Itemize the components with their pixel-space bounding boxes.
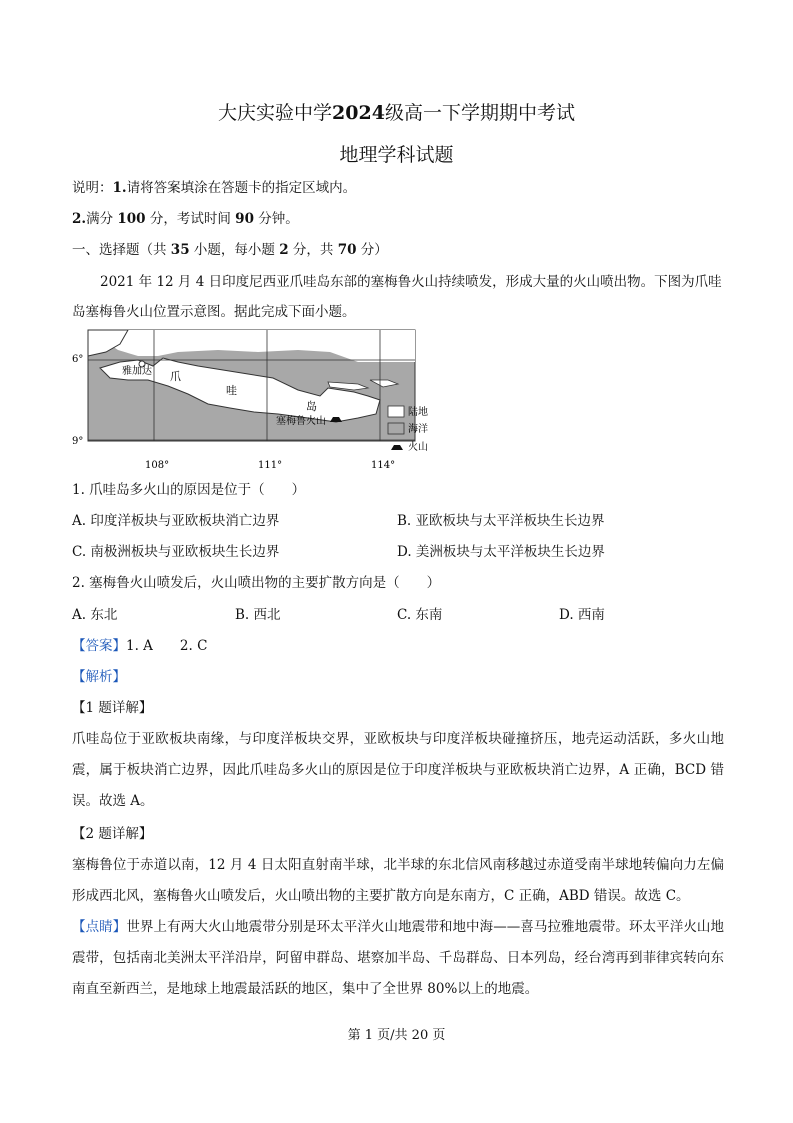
- lat-label-bottom: 9°: [72, 436, 84, 447]
- note-2: 2.满分 100 分，考试时间 90 分钟。: [72, 211, 299, 227]
- island-label-1: 爪: [170, 370, 181, 383]
- answer-label: 【答案】: [72, 638, 126, 654]
- city-label: 雅加达: [122, 366, 152, 377]
- q1-stem: 1. 爪哇岛多火山的原因是位于（ ）: [72, 482, 306, 498]
- answer-value: 1. A 2. C: [126, 638, 208, 654]
- q1-option-a: A. 印度洋板块与亚欧板块消亡边界: [72, 513, 280, 529]
- q1-option-c: C. 南极洲板块与亚欧板块生长边界: [72, 544, 280, 560]
- q2-option-d: D. 西南: [559, 607, 605, 623]
- lon-label-1: 108°: [145, 460, 170, 471]
- q2-stem: 2. 塞梅鲁火山喷发后，火山喷出物的主要扩散方向是（ ）: [72, 575, 441, 591]
- analysis-label: 【解析】: [72, 669, 126, 685]
- note-1: 说明：1.请将答案填涂在答题卡的指定区域内。: [72, 180, 357, 196]
- detail1-label: 【1 题详解】: [72, 700, 153, 716]
- legend-land-label: 陆地: [408, 407, 428, 418]
- tip-text: 世界上有两大火山地震带分别是环太平洋火山地震带和地中海——喜马拉雅地震带。环太平洋火山地震带，包括南北美洲太平洋沿岸，阿留申群岛、堪察加半岛、千岛群岛、日本列岛，经台湾再到菲律宾转向东南直至新西兰，是地球上地震最活跃的地区，集中了全世界 80%以上的地震。: [72, 919, 725, 997]
- q1-option-d: D. 美洲板块与太平洋板块生长边界: [397, 544, 605, 560]
- legend-land-swatch: [388, 406, 404, 417]
- lon-label-2: 111°: [258, 460, 283, 471]
- q2-option-c: C. 东南: [397, 607, 443, 623]
- tip-label: 【点睛】: [72, 919, 127, 935]
- island-label-2: 哇: [226, 384, 237, 397]
- lat-label-top: 6°: [72, 354, 84, 365]
- answer-line: [72, 636, 207, 656]
- tip-paragraph: [72, 912, 724, 1005]
- detail2-label: 【2 题详解】: [72, 826, 153, 842]
- volcano-label: 塞梅鲁火山: [276, 416, 326, 427]
- page-footer: 第 1 页/共 20 页: [347, 1028, 446, 1043]
- legend-ocean-swatch: [388, 423, 404, 434]
- q2-option-a: A. 东北: [72, 607, 118, 623]
- q1-option-b: B. 亚欧板块与太平洋板块生长边界: [397, 513, 605, 529]
- intro-line-1: 2021 年 12 月 4 日印度尼西亚爪哇岛东部的塞梅鲁火山持续喷发，形成大量的火山喷出物。下图为爪哇: [100, 274, 722, 290]
- legend-volcano-label: 火山: [408, 442, 428, 453]
- exam-title: 大庆实验中学2024级高一下学期期中考试: [218, 102, 575, 124]
- detail1-text: 爪哇岛位于亚欧板块南缘，与印度洋板块交界，亚欧板块与印度洋板块碰撞挤压，地壳运动活跃，多火山地震，属于板块消亡边界，因此爪哇岛多火山的原因是位于印度洋板块与亚欧板块消亡边界，A 正确，BCD 错误。故选 A。: [72, 731, 724, 809]
- island-label-3: 岛: [306, 400, 317, 413]
- java-volcano-map: [58, 322, 458, 474]
- detail2-text: 塞梅鲁位于赤道以南，12 月 4 日太阳直射南半球，北半球的东北信风南移越过赤道受南半球地转偏向力左偏形成西北风，塞梅鲁火山喷发后，火山喷出物的主要扩散方向是东南方，C 正确，ABD 错误。故选 C。: [72, 857, 724, 904]
- legend-ocean-label: 海洋: [408, 424, 428, 435]
- intro-line-2: 岛塞梅鲁火山位置示意图。据此完成下面小题。: [72, 304, 356, 320]
- exam-subtitle: 地理学科试题: [339, 144, 454, 166]
- legend-volcano-icon: [391, 445, 403, 450]
- section-heading: 一、选择题（共 35 小题，每小题 2 分，共 70 分）: [72, 242, 388, 258]
- q2-option-b: B. 西北: [235, 607, 281, 623]
- lon-label-3: 114°: [371, 460, 396, 471]
